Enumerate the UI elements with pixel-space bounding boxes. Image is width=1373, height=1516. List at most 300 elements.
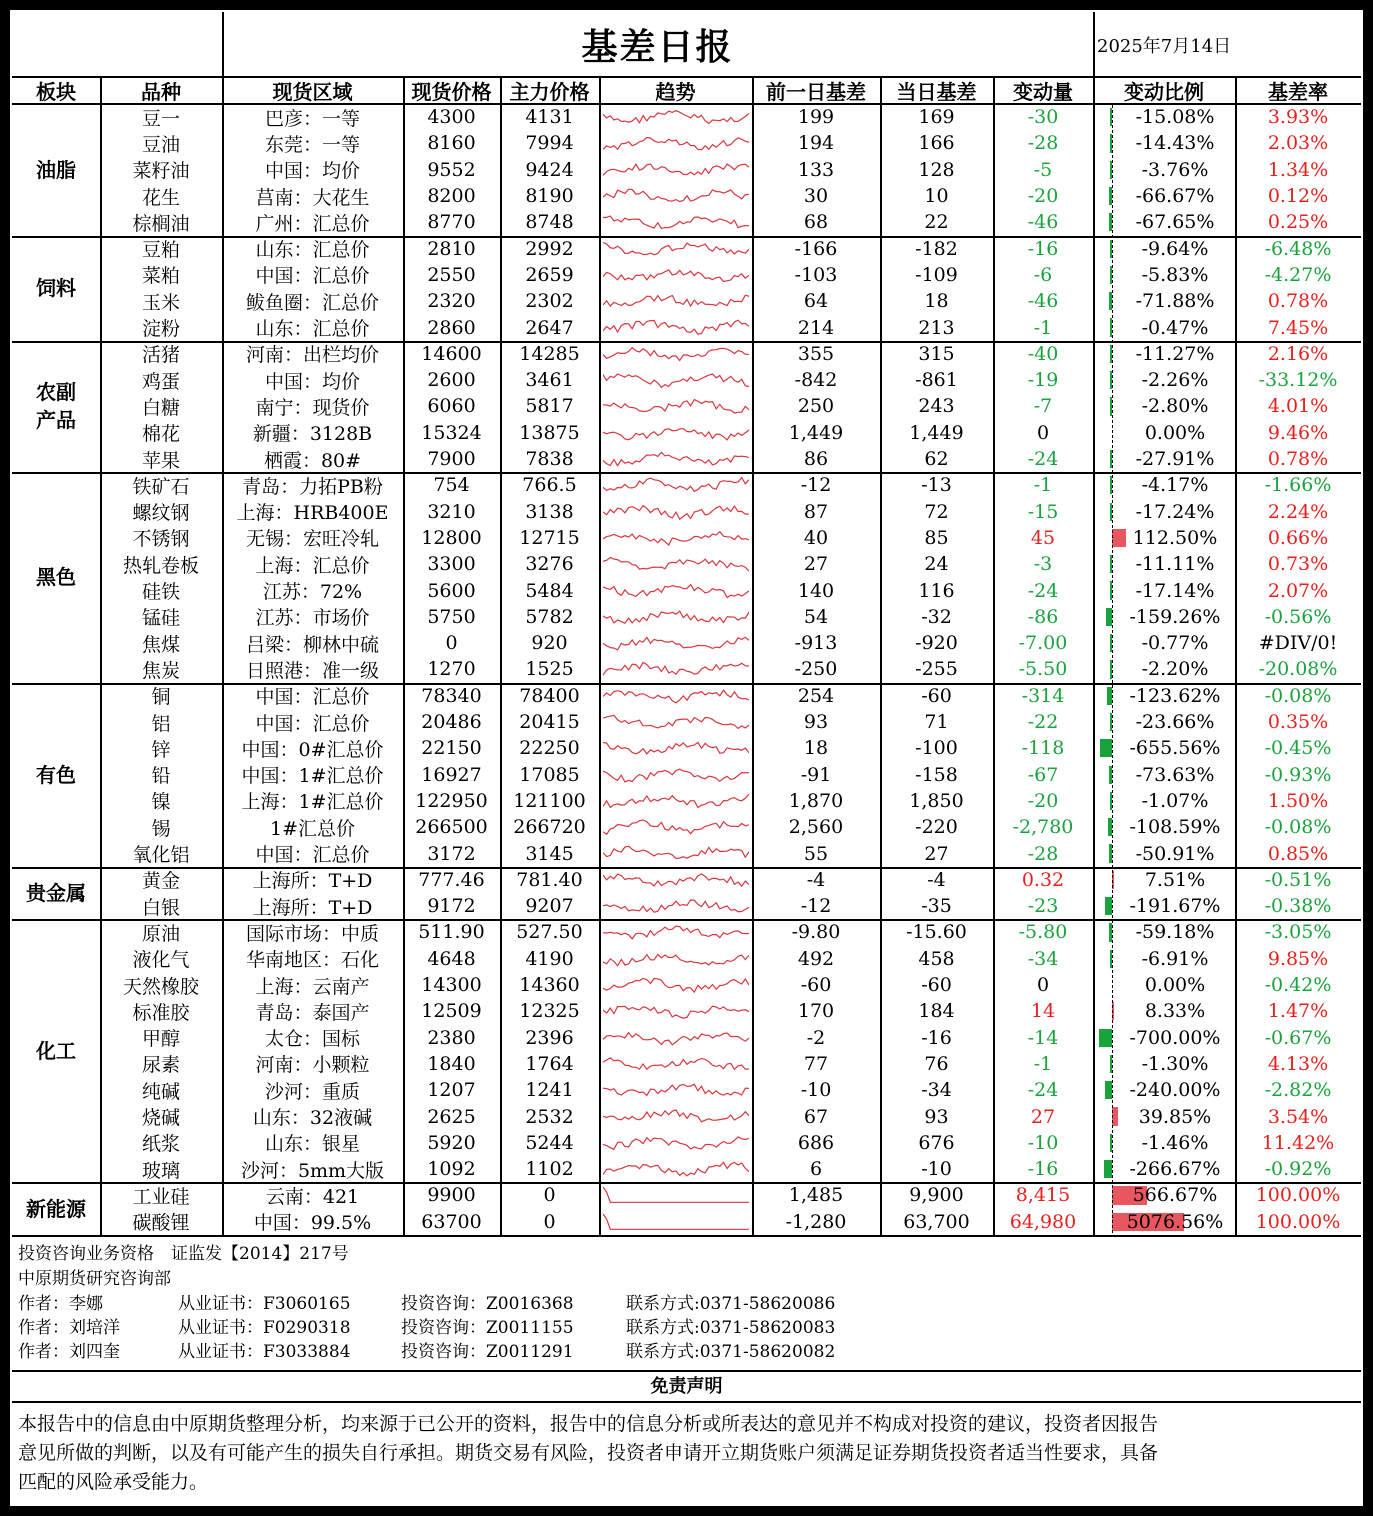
prev-basis-cell: 54 xyxy=(803,605,829,628)
v-rule xyxy=(1093,77,1095,1235)
sparkline-path xyxy=(603,715,749,728)
sector-label: 贵金属 xyxy=(26,880,86,905)
variety-cell: 苹果 xyxy=(141,449,180,472)
variety-cell: 螺纹钢 xyxy=(132,502,190,525)
prev-basis-cell: -103 xyxy=(794,263,838,286)
variety-cell: 花生 xyxy=(141,186,180,209)
basis-rate-cell: 2.03% xyxy=(1267,132,1329,155)
main-price-cell: 1102 xyxy=(525,1158,574,1181)
author-invest: 投资咨询：Z0011155 xyxy=(401,1317,574,1338)
change-cell: -46 xyxy=(1027,290,1059,313)
curr-basis-cell: 243 xyxy=(918,395,955,418)
spot-price-cell: 3172 xyxy=(427,842,476,865)
region-cell: 太仓：国标 xyxy=(264,1028,360,1051)
basis-rate-cell: 2.07% xyxy=(1267,579,1329,602)
prev-basis-cell: 214 xyxy=(797,316,835,339)
region-cell: 吕梁：柳林中硫 xyxy=(245,633,379,656)
main-price-cell: 3145 xyxy=(525,842,574,865)
basis-rate-cell: 3.93% xyxy=(1267,106,1329,129)
basis-rate-cell: 2.16% xyxy=(1267,342,1329,365)
change-pct-cell: 8.33% xyxy=(1144,1000,1206,1023)
curr-basis-cell: 184 xyxy=(918,1000,955,1023)
change-cell: 0 xyxy=(1036,974,1050,997)
main-price-cell: 0 xyxy=(543,1210,556,1233)
variety-cell: 菜籽油 xyxy=(132,160,190,183)
change-cell: -14 xyxy=(1027,1026,1059,1049)
region-cell: 山东：32液碱 xyxy=(252,1107,373,1130)
basis-rate-cell: -0.38% xyxy=(1264,895,1332,918)
header-change: 变动量 xyxy=(1013,79,1073,103)
sparkline-path xyxy=(603,1084,749,1095)
main-price-cell: 2659 xyxy=(525,263,574,286)
change-pct-cell: -17.24% xyxy=(1135,500,1215,523)
sparkline-path xyxy=(603,847,749,859)
v-rule xyxy=(1235,77,1237,1235)
main-price-cell: 121100 xyxy=(513,789,586,812)
sector-label: 油脂 xyxy=(36,157,76,182)
sparkline-path xyxy=(603,663,749,676)
curr-basis-cell: -13 xyxy=(921,474,952,497)
variety-cell: 工业硅 xyxy=(132,1185,190,1208)
spot-price-cell: 14300 xyxy=(421,974,482,997)
sparkline-path xyxy=(603,374,749,387)
sparkline-path xyxy=(603,794,749,807)
header-trend: 趋势 xyxy=(655,79,696,103)
region-cell: 中国：1#汇总价 xyxy=(241,765,384,788)
spot-price-cell: 9900 xyxy=(427,1184,476,1207)
trend-sparkline xyxy=(603,1212,749,1232)
sparkline-path xyxy=(603,1006,749,1018)
curr-basis-cell: -32 xyxy=(921,605,952,628)
sparkline-path xyxy=(603,531,749,544)
spot-price-cell: 266500 xyxy=(415,816,488,839)
prev-basis-cell: 55 xyxy=(803,842,829,865)
region-cell: 河南：出栏均价 xyxy=(245,344,379,367)
trend-sparkline xyxy=(603,1001,749,1021)
region-cell: 中国：汇总价 xyxy=(255,712,370,735)
change-cell: -6 xyxy=(1033,263,1053,286)
spot-price-cell: 9172 xyxy=(427,895,476,918)
basis-rate-cell: -6.48% xyxy=(1264,237,1332,260)
region-cell: 山东：汇总价 xyxy=(255,318,370,341)
prev-basis-cell: 1,870 xyxy=(788,789,844,812)
spot-price-cell: 5600 xyxy=(427,579,476,602)
author-contact: 联系方式:0371-58620083 xyxy=(626,1317,836,1338)
region-cell: 上海：汇总价 xyxy=(255,554,370,577)
trend-sparkline xyxy=(603,817,749,837)
header-curr-basis: 当日基差 xyxy=(896,79,977,103)
variety-cell: 热轧卷板 xyxy=(122,554,199,577)
trend-sparkline xyxy=(603,633,749,653)
disclaimer-title: 免责声明 xyxy=(650,1376,723,1397)
spot-price-cell: 3300 xyxy=(427,553,476,576)
prev-basis-cell: -250 xyxy=(794,658,838,681)
curr-basis-cell: -220 xyxy=(915,816,958,839)
trend-sparkline xyxy=(603,738,749,758)
sparkline-path xyxy=(603,585,749,598)
spot-price-cell: 1840 xyxy=(427,1052,476,1075)
author-cert: 从业证书：F0290318 xyxy=(178,1317,351,1338)
change-cell: 64,980 xyxy=(1009,1210,1077,1233)
sparkline-path xyxy=(603,189,749,201)
region-cell: 沙河：重质 xyxy=(264,1080,360,1103)
main-price-cell: 1241 xyxy=(525,1079,574,1102)
curr-basis-cell: 676 xyxy=(918,1131,955,1154)
region-cell: 山东：银星 xyxy=(264,1133,360,1156)
curr-basis-cell: -4 xyxy=(927,868,946,891)
region-cell: 中国：汇总价 xyxy=(255,844,370,867)
basis-rate-cell: 4.13% xyxy=(1267,1052,1329,1075)
change-cell: -67 xyxy=(1027,763,1059,786)
basis-rate-cell: -4.27% xyxy=(1264,263,1332,286)
change-cell: -16 xyxy=(1027,237,1059,260)
change-cell: -7.00 xyxy=(1018,632,1068,655)
variety-cell: 玻璃 xyxy=(141,1159,180,1182)
variety-cell: 活猪 xyxy=(141,344,180,367)
basis-rate-cell: 0.35% xyxy=(1267,711,1329,734)
spot-price-cell: 1270 xyxy=(427,658,476,681)
trend-sparkline xyxy=(603,922,749,942)
v-rule xyxy=(222,77,224,1235)
sparkline-path xyxy=(603,1032,749,1044)
trend-sparkline xyxy=(603,607,749,627)
change-cell: -20 xyxy=(1027,185,1059,208)
header-change-pct: 变动比例 xyxy=(1124,79,1204,103)
basis-rate-cell: -0.67% xyxy=(1264,1026,1332,1049)
change-cell: -22 xyxy=(1027,711,1059,734)
spot-price-cell: 15324 xyxy=(421,421,482,444)
spot-price-cell: 14600 xyxy=(421,342,482,365)
basis-rate-cell: 4.01% xyxy=(1267,395,1329,418)
prev-basis-cell: 30 xyxy=(803,185,829,208)
department-text: 中原期货研究咨询部 xyxy=(18,1268,171,1289)
main-price-cell: 781.40 xyxy=(516,868,583,891)
change-pct-cell: 566.67% xyxy=(1132,1184,1218,1207)
basis-rate-cell: -0.45% xyxy=(1264,737,1332,760)
spot-price-cell: 5750 xyxy=(427,605,476,628)
change-cell: -46 xyxy=(1027,211,1059,234)
main-price-cell: 3138 xyxy=(525,500,574,523)
basis-rate-cell: 100.00% xyxy=(1255,1210,1341,1233)
main-price-cell: 4190 xyxy=(525,947,574,970)
change-cell: -1 xyxy=(1033,474,1053,497)
change-pct-cell: -17.14% xyxy=(1135,579,1215,602)
region-cell: 山东：汇总价 xyxy=(255,239,370,262)
region-cell: 青岛：力拓PB粉 xyxy=(242,475,383,498)
basis-rate-cell: -0.56% xyxy=(1264,605,1332,628)
change-cell: -28 xyxy=(1027,842,1059,865)
author-name: 作者：刘培洋 xyxy=(18,1317,120,1338)
region-cell: 栖霞：80# xyxy=(263,449,362,472)
curr-basis-cell: 1,850 xyxy=(909,789,964,812)
trend-sparkline xyxy=(603,659,749,679)
prev-basis-cell: 67 xyxy=(803,1105,829,1128)
region-cell: 上海所：T+D xyxy=(252,896,373,919)
change-pct-cell: -66.67% xyxy=(1135,185,1215,208)
sparkline-path xyxy=(603,1187,749,1202)
sparkline-path xyxy=(603,111,749,124)
trend-sparkline xyxy=(603,449,749,469)
variety-cell: 鸡蛋 xyxy=(141,370,180,393)
basis-rate-cell: -0.51% xyxy=(1264,868,1332,891)
variety-cell: 纸浆 xyxy=(141,1133,180,1156)
variety-cell: 甲醇 xyxy=(141,1028,180,1051)
change-pct-cell: -71.88% xyxy=(1135,290,1215,313)
spot-price-cell: 8160 xyxy=(427,132,476,155)
region-cell: 国际市场：中质 xyxy=(245,922,379,945)
region-cell: 中国：均价 xyxy=(264,160,360,183)
change-pct-cell: -50.91% xyxy=(1135,842,1215,865)
basis-rate-cell: #DIV/0! xyxy=(1258,632,1338,655)
main-price-cell: 766.5 xyxy=(522,474,577,497)
spot-price-cell: 7900 xyxy=(427,448,476,471)
trend-sparkline xyxy=(603,791,749,811)
basis-rate-cell: 1.47% xyxy=(1267,1000,1329,1023)
prev-basis-cell: 194 xyxy=(797,132,835,155)
spot-price-cell: 3210 xyxy=(427,500,476,523)
prev-basis-cell: -4 xyxy=(806,868,826,891)
sector-label: 饲料 xyxy=(36,276,76,301)
variety-cell: 碳酸锂 xyxy=(132,1212,190,1235)
trend-sparkline xyxy=(603,265,749,285)
prev-basis-cell: 355 xyxy=(797,342,835,365)
change-cell: -24 xyxy=(1027,448,1059,471)
spot-price-cell: 2320 xyxy=(427,290,476,313)
main-price-cell: 78400 xyxy=(519,684,580,707)
sparkline-path xyxy=(603,478,749,492)
change-cell: -5.80 xyxy=(1018,921,1068,944)
trend-sparkline xyxy=(603,502,749,522)
change-pct-cell: -1.30% xyxy=(1141,1052,1209,1075)
main-price-cell: 2647 xyxy=(525,316,574,339)
curr-basis-cell: 72 xyxy=(924,500,949,523)
curr-basis-cell: 71 xyxy=(924,711,949,734)
region-cell: 中国：汇总价 xyxy=(255,265,370,288)
sparkline-path xyxy=(603,926,749,939)
main-price-cell: 5484 xyxy=(525,579,574,602)
trend-sparkline xyxy=(603,291,749,311)
change-pct-cell: -59.18% xyxy=(1135,921,1215,944)
trend-sparkline xyxy=(603,107,749,127)
curr-basis-cell: 166 xyxy=(918,132,955,155)
prev-basis-cell: -842 xyxy=(794,369,838,392)
header-basis-rate: 基差率 xyxy=(1268,79,1328,103)
prev-basis-cell: 2,560 xyxy=(788,816,844,839)
sparkline-path xyxy=(603,637,749,650)
change-cell: -24 xyxy=(1027,1079,1059,1102)
spot-price-cell: 22150 xyxy=(421,737,482,760)
trend-sparkline xyxy=(603,1054,749,1074)
main-price-cell: 920 xyxy=(531,632,568,655)
trend-sparkline xyxy=(603,396,749,416)
trend-sparkline xyxy=(603,239,749,259)
curr-basis-cell: 458 xyxy=(918,947,955,970)
main-price-cell: 9424 xyxy=(525,158,574,181)
spot-price-cell: 12800 xyxy=(421,526,482,549)
sparkline-path xyxy=(603,1137,749,1149)
prev-basis-cell: 199 xyxy=(797,106,835,129)
spot-price-cell: 2550 xyxy=(427,263,476,286)
spot-price-cell: 2380 xyxy=(427,1026,476,1049)
sparkline-path xyxy=(603,558,749,572)
change-pct-cell: -15.08% xyxy=(1135,106,1215,129)
curr-basis-cell: -60 xyxy=(921,684,952,707)
main-price-cell: 0 xyxy=(543,1184,556,1207)
curr-basis-cell: 9,900 xyxy=(909,1184,964,1207)
change-cell: -314 xyxy=(1021,684,1065,707)
main-price-cell: 17085 xyxy=(519,763,580,786)
prev-basis-cell: 18 xyxy=(803,737,829,760)
main-price-cell: 5244 xyxy=(525,1131,574,1154)
sparkline-path xyxy=(603,874,749,886)
v-rule xyxy=(880,77,882,1235)
v-rule xyxy=(1093,12,1095,77)
curr-basis-cell: -34 xyxy=(921,1079,952,1102)
variety-cell: 白银 xyxy=(141,896,180,919)
trend-sparkline xyxy=(603,212,749,232)
change-pct-cell: -11.11% xyxy=(1135,553,1215,576)
basis-rate-cell: 0.85% xyxy=(1267,842,1329,865)
spot-price-cell: 16927 xyxy=(421,763,482,786)
change-pct-cell: -3.76% xyxy=(1141,158,1209,181)
region-cell: 中国：汇总价 xyxy=(255,686,370,709)
basis-rate-cell: 1.34% xyxy=(1267,158,1329,181)
variety-cell: 天然橡胶 xyxy=(122,975,199,998)
main-price-cell: 527.50 xyxy=(516,921,583,944)
h-rule xyxy=(12,1235,1361,1237)
change-pct-cell: -191.67% xyxy=(1129,895,1221,918)
region-cell: 广州：汇总价 xyxy=(255,212,370,235)
sparkline-path xyxy=(603,216,749,228)
variety-cell: 铅 xyxy=(151,765,171,788)
spot-price-cell: 0 xyxy=(445,632,458,655)
prev-basis-cell: 86 xyxy=(803,448,829,471)
variety-cell: 氧化铝 xyxy=(132,844,190,867)
variety-cell: 豆粕 xyxy=(141,239,180,262)
spot-price-cell: 78340 xyxy=(421,684,482,707)
main-price-cell: 8190 xyxy=(525,185,574,208)
trend-sparkline xyxy=(603,1133,749,1153)
change-cell: -23 xyxy=(1027,895,1059,918)
sparkline-path xyxy=(603,611,749,623)
basis-rate-cell: 0.73% xyxy=(1267,553,1329,576)
change-cell: 0 xyxy=(1036,421,1050,444)
change-pct-cell: -240.00% xyxy=(1129,1079,1221,1102)
prev-basis-cell: 133 xyxy=(797,158,835,181)
curr-basis-cell: -861 xyxy=(915,369,958,392)
change-cell: 8,415 xyxy=(1015,1184,1071,1207)
author-name: 作者：李娜 xyxy=(18,1293,103,1314)
sparkline-path xyxy=(603,295,749,306)
change-cell: 45 xyxy=(1030,526,1056,549)
prev-basis-cell: -913 xyxy=(794,632,838,655)
change-cell: -1 xyxy=(1033,1052,1053,1075)
change-pct-cell: -2.20% xyxy=(1141,658,1209,681)
spot-price-cell: 12509 xyxy=(421,1000,482,1023)
main-price-cell: 12325 xyxy=(519,1000,580,1023)
author-invest: 投资咨询：Z0016368 xyxy=(401,1293,574,1314)
sparkline-path xyxy=(603,743,749,755)
curr-basis-cell: 22 xyxy=(924,211,949,234)
variety-cell: 黄金 xyxy=(141,870,180,893)
spot-price-cell: 63700 xyxy=(421,1210,482,1233)
basis-rate-cell: -1.66% xyxy=(1264,474,1332,497)
basis-rate-cell: -0.08% xyxy=(1264,816,1332,839)
spot-price-cell: 9552 xyxy=(427,158,476,181)
variety-cell: 镍 xyxy=(151,791,171,814)
variety-cell: 铝 xyxy=(151,712,171,735)
region-cell: 中国：99.5% xyxy=(253,1212,372,1235)
header-variety: 品种 xyxy=(141,79,181,103)
sparkline-path xyxy=(603,769,749,782)
prev-basis-cell: -2 xyxy=(806,1026,826,1049)
basis-rate-cell: 7.45% xyxy=(1267,316,1329,339)
spot-price-cell: 2625 xyxy=(427,1105,476,1128)
change-cell: -2,780 xyxy=(1012,816,1074,839)
author-cert: 从业证书：F3033884 xyxy=(178,1341,351,1362)
spot-price-cell: 4648 xyxy=(427,947,476,970)
variety-cell: 尿素 xyxy=(141,1054,180,1077)
sector-label: 黑色 xyxy=(36,565,76,590)
change-pct-cell: -73.63% xyxy=(1135,763,1215,786)
prev-basis-cell: 686 xyxy=(797,1131,835,1154)
prev-basis-cell: -12 xyxy=(800,895,832,918)
change-pct-cell: -27.91% xyxy=(1135,448,1215,471)
change-pct-cell: -655.56% xyxy=(1129,737,1221,760)
v-rule xyxy=(599,77,601,1235)
v-rule xyxy=(222,12,224,77)
trend-sparkline xyxy=(603,949,749,969)
sparkline-path xyxy=(603,505,749,519)
main-price-cell: 5782 xyxy=(525,605,574,628)
main-price-cell: 7838 xyxy=(525,448,574,471)
basis-rate-cell: -0.92% xyxy=(1264,1158,1332,1181)
disclaimer-line: 匹配的风险承受能力。 xyxy=(18,1471,209,1493)
main-price-cell: 2302 xyxy=(525,290,574,313)
main-price-cell: 2396 xyxy=(525,1026,574,1049)
curr-basis-cell: -920 xyxy=(915,632,958,655)
main-price-cell: 266720 xyxy=(513,816,586,839)
curr-basis-cell: 128 xyxy=(918,158,955,181)
trend-sparkline xyxy=(603,528,749,548)
curr-basis-cell: -109 xyxy=(915,263,958,286)
main-price-cell: 12715 xyxy=(519,526,580,549)
sparkline-path xyxy=(603,270,749,282)
change-pct-cell: -0.77% xyxy=(1141,632,1209,655)
curr-basis-cell: 315 xyxy=(918,342,955,365)
change-pct-cell: 112.50% xyxy=(1132,526,1218,549)
variety-cell: 淀粉 xyxy=(141,318,180,341)
spot-price-cell: 2810 xyxy=(427,237,476,260)
sparkline-path xyxy=(603,978,749,992)
prev-basis-cell: 93 xyxy=(803,711,829,734)
region-cell: 华南地区：石化 xyxy=(245,949,379,972)
change-cell: -3 xyxy=(1033,553,1053,576)
spot-price-cell: 1207 xyxy=(427,1079,476,1102)
spot-price-cell: 777.46 xyxy=(418,868,485,891)
prev-basis-cell: 27 xyxy=(803,553,829,576)
region-cell: 1#汇总价 xyxy=(269,817,355,840)
change-pct-cell: 39.85% xyxy=(1138,1105,1212,1128)
curr-basis-cell: 24 xyxy=(924,553,949,576)
main-price-cell: 7994 xyxy=(525,132,574,155)
main-price-cell: 2992 xyxy=(525,237,574,260)
region-cell: 上海所：T+D xyxy=(252,870,373,893)
sparkline-path xyxy=(603,428,749,439)
variety-cell: 锡 xyxy=(151,817,171,840)
region-cell: 无锡：宏旺冷轧 xyxy=(245,528,379,551)
prev-basis-cell: -12 xyxy=(800,474,832,497)
